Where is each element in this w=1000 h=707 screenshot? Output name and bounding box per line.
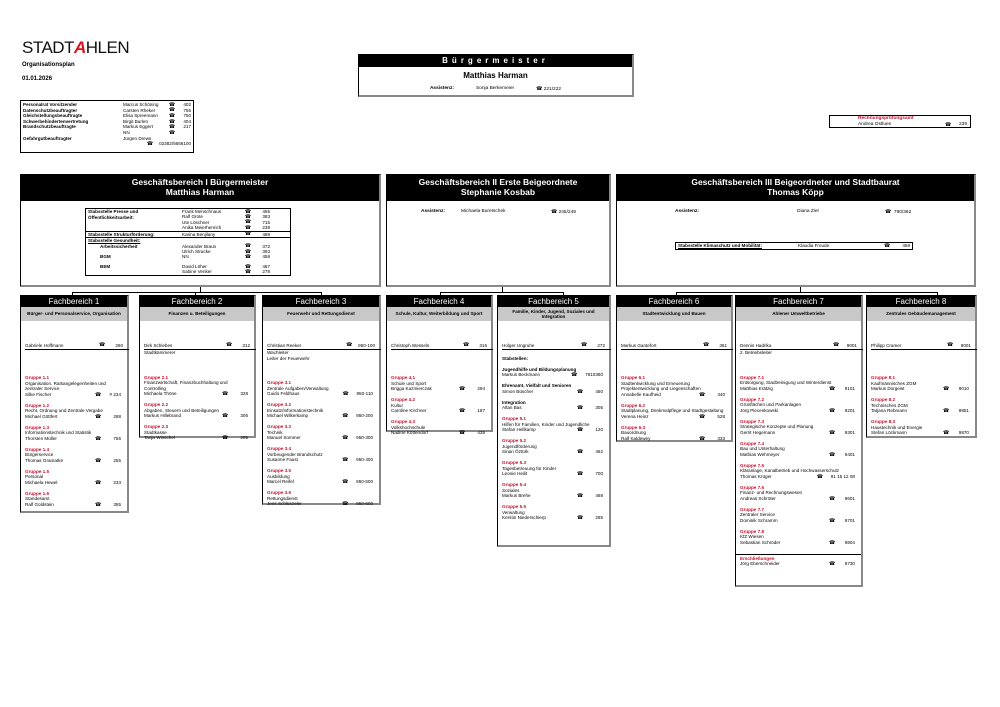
fachbereich-title: Fachbereich 7 xyxy=(736,296,861,307)
person-row: Ute Löschner ☎ 715 xyxy=(182,219,270,226)
fachbereich-title: Fachbereich 2 xyxy=(140,296,254,307)
gruppe: Gruppe 5.5 Verwaltung Kerstin Niederschierp ☎ 285 xyxy=(502,504,603,521)
phone-icon: ☎ xyxy=(816,473,823,480)
connector-line xyxy=(676,292,938,293)
gruppe: Gruppe 5.3 Tagesbetreuung für Kinder Leonie Heilit ☎ 700 xyxy=(502,460,603,477)
fachbereich-subtitle: Schule, Kultur, Weiterbildung und Sport xyxy=(387,307,491,321)
rechnungspruefungsamt-box xyxy=(829,115,971,128)
phone-icon: ☎ xyxy=(829,517,836,524)
phone-icon: ☎ xyxy=(571,372,578,378)
gruppe: Gruppe 6.2 Stadtplanung, Denkmalpflege und Stadtgestaltung Verena Heinz ☎ 528 xyxy=(621,402,725,420)
person-row: Ulrich Stracke ☎ 393 xyxy=(182,248,270,255)
phone-icon: ☎ xyxy=(222,413,229,419)
phone-icon: ☎ xyxy=(829,561,836,567)
gruppe: Gruppe 7.5 Kläranlage, Kanalbetrieb und Hochwasserschutz Thomas Krüger ☎ 91 15 12 08 xyxy=(740,462,855,480)
phone-icon: ☎ xyxy=(146,140,154,147)
phone-icon: ☎ xyxy=(244,219,252,226)
gruppe: Gruppe 5.2 Jugendförderung Sinan Öztürk ☎ 462 xyxy=(502,438,603,455)
stabsstelle: Integration Altan Bas ☎ 305 xyxy=(502,399,603,411)
phone-icon: ☎ xyxy=(536,85,543,92)
gruppe: Gruppe 7.8 KfZ Wiesen Sebastian Schröder ☎ 9804 xyxy=(740,528,855,546)
fachbereich-3 xyxy=(262,295,381,505)
staff-row: Datenschutzbeauftragter Carsten Rheker ☎ 755 xyxy=(23,107,191,114)
phone-icon: ☎ xyxy=(168,101,176,108)
fachbereich-leader: Christian Reeker ☎ 950-100 xyxy=(267,343,381,350)
geschaeftsbereich-2 xyxy=(386,174,611,287)
phone-icon: ☎ xyxy=(885,209,892,215)
phone-icon: ☎ xyxy=(222,391,229,397)
gruppe: Gruppe 2.2 Abgaben, Steuern und Beteiligungen Markus Hillebrand ☎ 306 xyxy=(144,402,248,419)
gruppe: Gruppe 3.4 Vorbeugender Brandschutz Susanne Faust ☎ 950-400 xyxy=(267,446,373,463)
fachbereich-subtitle: Ahlener Umweltbetriebe xyxy=(736,307,861,321)
document-subtitle: Organisationsplan xyxy=(22,62,75,68)
gruppe: Gruppe 5.4 Soziales Markus Brehe ☎ 468 xyxy=(502,482,603,499)
fachbereich-1 xyxy=(20,295,129,513)
connector-line xyxy=(72,292,322,293)
phone-icon: ☎ xyxy=(947,342,954,348)
phone-icon: ☎ xyxy=(829,429,836,436)
geschaeftsbereich-1 xyxy=(20,174,381,287)
fachbereich-subtitle: Zentrales Gebäudemanagement xyxy=(867,307,975,321)
phone-icon: ☎ xyxy=(577,449,584,455)
gruppe: Gruppe 8.1 Kaufmännisches ZGM Markus Dorgeist ☎ 9010 xyxy=(871,375,969,392)
erschliessungen: Erschließungen Jörg Eberschneider ☎ 9730 xyxy=(736,554,861,570)
fachbereich-title: Fachbereich 1 xyxy=(21,296,127,307)
fachbereich-subtitle: Feuerwehr und Rettungsdienst xyxy=(263,307,379,321)
phone-icon: ☎ xyxy=(168,107,176,114)
phone-icon: ☎ xyxy=(95,435,102,442)
document-date: 01.01.2026 xyxy=(22,76,53,82)
phone-icon: ☎ xyxy=(829,407,836,414)
phone-icon: ☎ xyxy=(168,118,176,125)
fachbereich-4 xyxy=(386,295,493,436)
gb1-header: Geschäftsbereich I Bürgermeister Matthias Harman xyxy=(21,175,379,201)
city-logo: STADTAHLEN xyxy=(22,38,130,57)
fachbereich-leader: Holger Ungruhe ☎ 272 xyxy=(502,343,611,350)
phone-icon: ☎ xyxy=(244,268,252,275)
phone-icon: ☎ xyxy=(943,430,950,436)
phone-icon: ☎ xyxy=(222,435,229,441)
phone-icon: ☎ xyxy=(577,427,584,433)
phone-icon: ☎ xyxy=(884,243,891,249)
gb2-header: Geschäftsbereich II Erste Beigeordnete Stephanie Kosbab xyxy=(387,175,609,201)
staff-representatives-box xyxy=(20,100,194,153)
phone-icon: ☎ xyxy=(95,391,102,398)
phone-icon: ☎ xyxy=(699,435,706,442)
phone-icon: ☎ xyxy=(833,342,840,348)
fachbereich-subtitle: Finanzen u. Beteiligungen xyxy=(140,307,254,321)
person-row: Alexander Braun ☎ 372 xyxy=(182,243,270,250)
phone-icon: ☎ xyxy=(577,493,584,499)
fachbereich-leader: Philipp Cramer ☎ 9001 xyxy=(871,343,977,350)
phone-icon: ☎ xyxy=(829,539,836,546)
phone-icon: ☎ xyxy=(244,254,252,261)
phone-icon: ☎ xyxy=(459,430,466,436)
rpa-name: Andrea Ostlues xyxy=(858,121,892,127)
gruppe: Gruppe 3.2 Einsatz/Informationstechnik Michael Wilkerkamp ☎ 950-200 xyxy=(267,402,373,419)
phone-icon: ☎ xyxy=(244,263,252,270)
staff-row: Brandschutzbeauftragte Markus Eggert ☎ 217 xyxy=(23,124,191,131)
phone-icon: ☎ xyxy=(577,515,584,521)
phone-icon: ☎ xyxy=(829,495,836,502)
person-row: Sabine Venker ☎ 278 xyxy=(182,268,270,275)
gruppe: Gruppe 3.6 Rettungsdienst Jens Schlüszeler ☎ 950-600 xyxy=(267,490,373,507)
buergermeister-name: Matthias Harman xyxy=(463,71,528,80)
gruppe: Gruppe 2.3 Stadtkasse Tanja Winschel ☎ 205 xyxy=(144,424,248,441)
fachbereich-2 xyxy=(139,295,256,441)
phone-icon: ☎ xyxy=(95,457,102,464)
phone-icon: ☎ xyxy=(829,451,836,458)
staff-row: Schwerbehindertenvertretung Birgit Burlen ☎ 404 xyxy=(23,118,191,125)
phone-icon: ☎ xyxy=(342,501,349,507)
buergermeister-title: Bürgermeister xyxy=(359,55,632,67)
gruppe: Gruppe 1.5 Personal Michaela Hewel ☎ 233 xyxy=(25,468,121,486)
phone-icon: ☎ xyxy=(577,471,584,477)
phone-icon: ☎ xyxy=(699,391,706,398)
phone-icon: ☎ xyxy=(943,408,950,414)
phone-icon: ☎ xyxy=(168,124,176,131)
gruppe: Gruppe 7.3 Strategische Konzepte und Planung Gerrit Hegemann ☎ 9301 xyxy=(740,418,855,436)
gruppe: Gruppe 1.2 Recht, Ordnung und Zentrale Vergabe Michael Göttfert ☎ 288 xyxy=(25,402,121,420)
person-row: NN ☎ 458 xyxy=(182,254,270,261)
fachbereich-6 xyxy=(616,295,733,442)
gruppe: Gruppe 7.2 Grünflächen und Parkanlagen Jörg Piecenkowski ☎ 9201 xyxy=(740,396,855,414)
phone-icon: ☎ xyxy=(95,501,102,508)
stabsstelle: Jugendhilfe und Bildungsplanung Markus Beckmann ☎ 7810360 xyxy=(502,366,603,378)
gruppe: Gruppe 6.1 Stadtentwicklung und Erneuerung Projektentwicklung und Liegenschaften Annabelle Kaufheid ☎ 340 xyxy=(621,375,725,398)
person-row: Frank Menschnaus ☎ 455 xyxy=(182,208,270,215)
staff-row: Personalrat Vorsitzender Marcus Schöning ☎ 402 xyxy=(23,101,191,108)
phone-icon: ☎ xyxy=(342,413,349,419)
phone-icon: ☎ xyxy=(459,386,466,392)
leader-role: 2. Betriebsleiter xyxy=(740,350,772,355)
gruppe: Gruppe 4.2 Kultur Caroline Kirchner ☎ 187 xyxy=(391,397,485,414)
phone-icon: ☎ xyxy=(342,391,349,397)
fachbereich-title: Fachbereich 5 xyxy=(498,296,609,307)
phone-icon: ☎ xyxy=(943,386,950,392)
gruppe: Gruppe 8.2 Technisches ZGM Tatjana Rebmann ☎ 9851 xyxy=(871,397,969,414)
fachbereich-leader: Markus Gantefort ☎ 361 xyxy=(621,343,733,350)
phone-icon: ☎ xyxy=(699,413,706,420)
gruppe: Gruppe 6.3 Bauordnung Ralf Kaldewey ☎ 333 xyxy=(621,424,725,442)
gruppe: Gruppe 3.1 Zentrale Aufgaben/Verwaltung Guido Feldhaus ☎ 950-110 xyxy=(267,380,373,397)
fachbereich-title: Fachbereich 8 xyxy=(867,296,975,307)
phone-icon: ☎ xyxy=(829,385,836,392)
staff-row: Gefahrgutbeauftragter Jürgen Drews xyxy=(23,135,152,141)
person-row: Ralf Grote ☎ 383 xyxy=(182,214,270,221)
person-row: Karina Benjilany ☎ 488 xyxy=(182,231,270,238)
fachbereich-subtitle: Stadtentwicklung und Bauen xyxy=(617,307,731,321)
phone-icon: ☎ xyxy=(342,457,349,463)
fachbereich-leader: Dirk Schlebes ☎ 312 xyxy=(144,343,256,350)
gruppe: Gruppe 1.6 Standesamt Ralf Goldstein ☎ 355 xyxy=(25,490,121,508)
buergermeister-box xyxy=(358,54,634,97)
phone-icon: ☎ xyxy=(577,388,584,395)
phone-icon: ☎ xyxy=(703,342,710,348)
gruppe: Gruppe 4.3 Volkshochschule Nadine Köttendorf ☎ 435 xyxy=(391,419,485,436)
phone-icon: ☎ xyxy=(581,342,588,348)
gruppe: Gruppe 2.1 Finanzwirtschaft, Finanzbuchhaltung und Controlling Michaela Thöne ☎ 328 xyxy=(144,374,248,397)
phone-icon: ☎ xyxy=(168,112,176,119)
gruppe: Gruppe 5.1 Hilfen für Familien, Kinder und Jugendliche Stefan Hellkamp ☎ 120 xyxy=(502,416,603,433)
fachbereich-7 xyxy=(735,295,863,587)
rpa-title: Rechnungsprüfungsamt xyxy=(858,116,914,121)
person-row: Anika Meierhenrich ☎ 238 xyxy=(182,224,270,231)
stabsstelle-klimaschutz: Stabsstelle Klimaschutz und Mobilität: Klaudia Froude ☎ 458 xyxy=(675,242,913,250)
stabsstelle: Ehrenamt, Vielfalt und Senioren Simon Büscher ☎ 450 xyxy=(502,383,603,395)
gruppe: Gruppe 3.5 Ausbildung Marcel Reifel ☎ 950-500 xyxy=(267,468,373,485)
fachbereich-8 xyxy=(866,295,977,438)
leader-role: Stadtkämmerer xyxy=(144,350,176,355)
gruppe: Gruppe 3.3 Technik Manuel Sommer ☎ 950-300 xyxy=(267,424,373,441)
phone-icon: ☎ xyxy=(459,408,466,414)
gruppe: Gruppe 7.1 Entsorgung, Stadtreinigung und Winterdienst Matthias Krätzig ☎ 9101 xyxy=(740,374,855,392)
phone-icon: ☎ xyxy=(99,342,106,348)
phone-icon: ☎ xyxy=(346,342,353,348)
phone-icon: ☎ xyxy=(244,243,252,250)
gruppe: Gruppe 7.6 Finanz- und Rechnungswesen Andreas Schröter ☎ 9601 xyxy=(740,484,855,502)
fachbereich-title: Fachbereich 6 xyxy=(617,296,731,307)
phone-icon: ☎ xyxy=(95,479,102,486)
phone-icon: ☎ xyxy=(342,435,349,441)
fachbereich-title: Fachbereich 4 xyxy=(387,296,491,307)
gb3-assistant: Assistenz: Diana Zier ☎ 790/362 xyxy=(675,209,912,215)
gruppe: Gruppe 4.1 Schule und Sport Brigga Kazmierczak ☎ 294 xyxy=(391,375,485,392)
phone-icon: ☎ xyxy=(95,413,102,420)
gruppe: Gruppe 7.7 Zentraler Service Dominik Schramm ☎ 9701 xyxy=(740,506,855,524)
connector-line xyxy=(440,292,564,293)
staff-row: NN ☎ xyxy=(123,129,176,136)
fachbereich-5: Fachbereich 5 Familie, Kinder, Jugend, Soziales und Integration Holger Ungruhe ☎ 272 Stabstellen: Jugendhilfe und Bildungsplanung Markus Beckmann ☎ 7810360 Ehrenamt, Vielfalt und Senioren Simon Büscher ☎ 450 Integration Altan Bas ☎ 305 Gruppe 5.1 Hilfen für Familien, Kinder und Jugendliche Stefan Hellkamp ☎ 120 Gruppe 5.2 Jugendförderung Sinan Öztürk ☎ 462 Gruppe 5.3 Tagesbetreuung für Kinder Leonie Heilit ☎ 700 Gruppe 5.4 Soziales Markus Brehe ☎ 468 Gruppe 5.5 Verwaltung Kerstin Niederschierp ☎ 285 xyxy=(497,295,611,547)
phone-icon: ☎ xyxy=(226,342,233,348)
phone-icon: ☎ xyxy=(244,208,252,215)
staff-row: ☎ 02382/5656100 xyxy=(146,140,191,147)
rpa-number: 239 xyxy=(958,121,967,127)
gb2-assistant: Assistenz: Michaela Buretschek ☎ 245/249 xyxy=(421,209,576,215)
fachbereich-subtitle: Bürger- und Personalservice, Organisation xyxy=(21,307,127,321)
fachbereich-title: Fachbereich 3 xyxy=(263,296,379,307)
phone-icon: ☎ xyxy=(551,209,558,215)
geschaeftsbereich-3 xyxy=(616,174,976,287)
gb1-stabsstellen: Stabsstelle Presse und Öffentlichkeitsarbeit: Frank Menschnaus ☎ 455 Ralf Grote ☎ 383 Ute Löschner ☎ 715 Anika Meierhenrich ☎ 238 Stabsstelle Strukturförderung: Karina Benjilany ☎ 488 Stabsstelle Gesundheit: Arbeitssicherheit Alexander Braun ☎ 372 Ulrich Stracke ☎ 393 BGM NN ☎ 458 BEM David Löher ☎ 487 Sabine Venker ☎ 278 xyxy=(85,208,291,276)
buergermeister-assistant: Assistenz: Sonja Berkemeier ☎ 221/222 xyxy=(429,85,562,92)
phone-icon: ☎ xyxy=(168,129,176,136)
phone-icon: ☎ xyxy=(244,224,252,231)
phone-icon: ☎ xyxy=(244,248,252,255)
gruppe: Gruppe 1.3 Informationstechnik und Statistik Thorsten Müller ☎ 756 xyxy=(25,424,121,442)
phone-icon: ☎ xyxy=(463,342,470,348)
gruppe: Gruppe 1.4 Bürgerservice Thomas Gramatke ☎ 255 xyxy=(25,446,121,464)
gb3-header: Geschäftsbereich III Beigeordneter und Stadtbaurat Thomas Köpp xyxy=(617,175,974,201)
fachbereich-leader: Christoph Wessels ☎ 316 xyxy=(391,343,493,350)
phone-icon: ☎ xyxy=(342,479,349,485)
person-row: David Löher ☎ 487 xyxy=(182,263,270,270)
fachbereich-leader: Dennis Hadrika ☎ 9001 xyxy=(740,343,863,350)
leader-role: Wachleiter Leiter der Feuerwehr xyxy=(267,350,310,361)
staff-row: Gleichstellungsbeauftragte Elisa Spreemann ☎ 750 xyxy=(23,112,191,119)
gruppe: Gruppe 8.3 Haustechnik und Energie Stefan Löckmann ☎ 9870 xyxy=(871,419,969,436)
fachbereich-subtitle: Familie, Kinder, Jugend, Soziales und Integration xyxy=(498,307,609,321)
phone-icon: ☎ xyxy=(244,214,252,221)
phone-icon: ☎ xyxy=(577,405,584,411)
phone-icon: ☎ xyxy=(244,231,252,238)
fachbereich-leader: Gabriele Hoffmann ☎ 260 xyxy=(25,343,129,350)
phone-icon: ☎ xyxy=(944,121,952,128)
gruppe: Gruppe 1.1 Organisation, Ratsangelegenheiten und zentraler Service Silke Fischer ☎ # 234 xyxy=(25,375,121,398)
gruppe: Gruppe 7.4 Bau und Unterhaltung Mathias Wehmeyer ☎ 9401 xyxy=(740,440,855,458)
